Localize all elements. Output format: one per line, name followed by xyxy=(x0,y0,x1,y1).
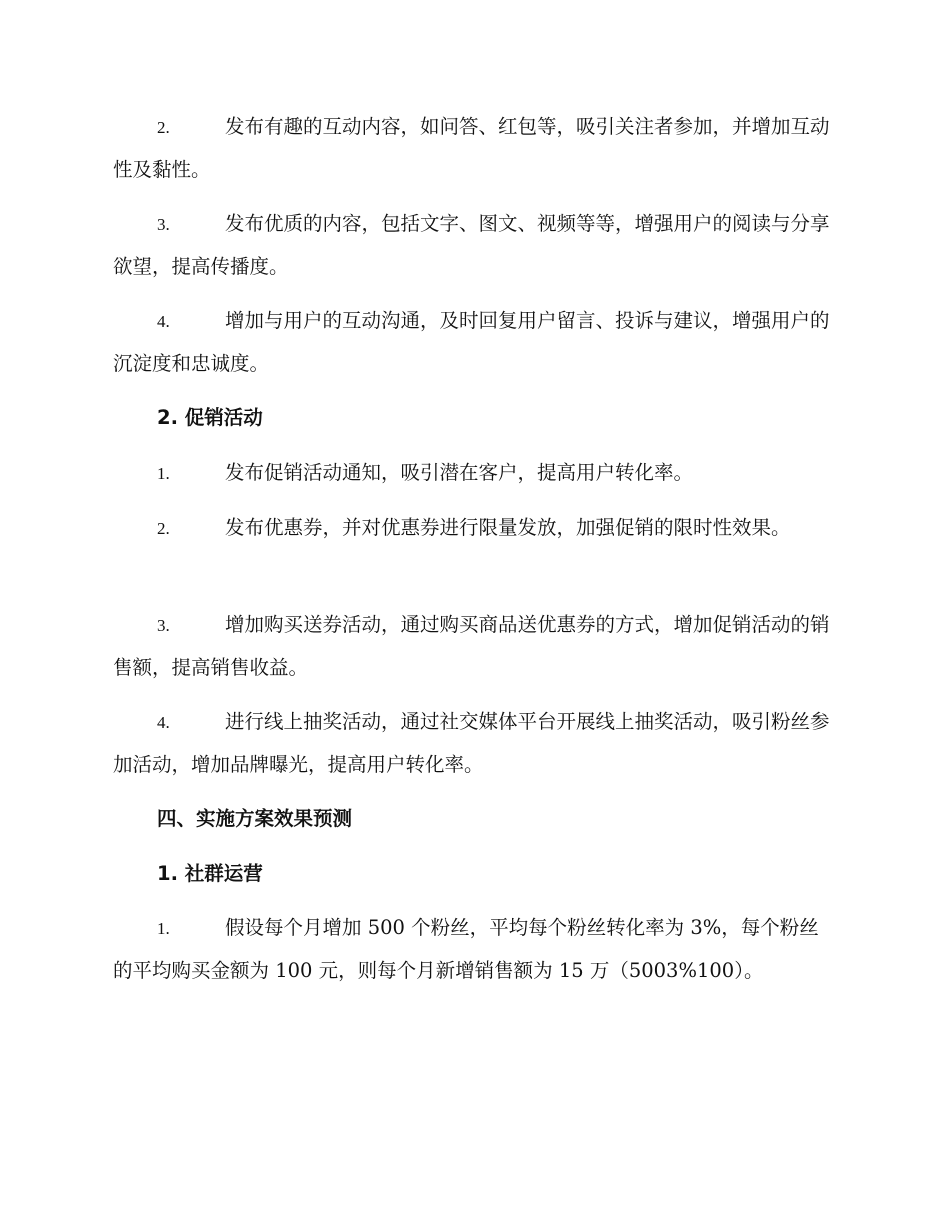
list-item xyxy=(113,203,833,288)
list-item xyxy=(113,507,833,550)
list-number: 3. xyxy=(157,215,170,234)
list-number: 2. xyxy=(157,118,170,137)
list-number: 1. xyxy=(157,464,170,483)
list-text: 假设每个月增加 500 个粉丝，平均每个粉丝转化率为 3%，每个粉丝的平均购买金额为 100 元，则每个月新增销售额为 15 万（5003%100）。 xyxy=(113,916,819,982)
list-item xyxy=(113,452,833,495)
list-text: 发布有趣的互动内容，如问答、红包等，吸引关注者参加，并增加互动性及黏性。 xyxy=(113,115,830,181)
list-number: 1. xyxy=(157,919,170,938)
list-item xyxy=(113,604,833,689)
list-text: 进行线上抽奖活动，通过社交媒体平台开展线上抽奖活动，吸引粉丝参加活动，增加品牌曝光，提高用户转化率。 xyxy=(113,710,830,776)
section-heading: 1. 社群运营 xyxy=(157,862,263,885)
section-heading: 2. 促销活动 xyxy=(157,406,263,429)
list-item xyxy=(113,300,833,385)
list-item xyxy=(113,106,833,191)
list-number: 4. xyxy=(157,713,170,732)
list-item xyxy=(113,907,833,992)
list-text: 发布优惠券，并对优惠券进行限量发放，加强促销的限时性效果。 xyxy=(225,516,791,539)
list-text: 增加与用户的互动沟通，及时回复用户留言、投诉与建议，增强用户的沉淀度和忠诚度。 xyxy=(113,309,830,375)
list-number: 3. xyxy=(157,616,170,635)
chapter-heading: 四、实施方案效果预测 xyxy=(157,807,353,830)
list-text: 发布优质的内容，包括文字、图文、视频等等，增强用户的阅读与分享欲望，提高传播度。 xyxy=(113,212,830,278)
list-text: 增加购买送券活动，通过购买商品送优惠券的方式，增加促销活动的销售额，提高销售收益。 xyxy=(113,613,830,679)
list-item xyxy=(113,701,833,786)
list-number: 4. xyxy=(157,312,170,331)
list-number: 2. xyxy=(157,519,170,538)
list-text: 发布促销活动通知，吸引潜在客户，提高用户转化率。 xyxy=(225,461,694,484)
